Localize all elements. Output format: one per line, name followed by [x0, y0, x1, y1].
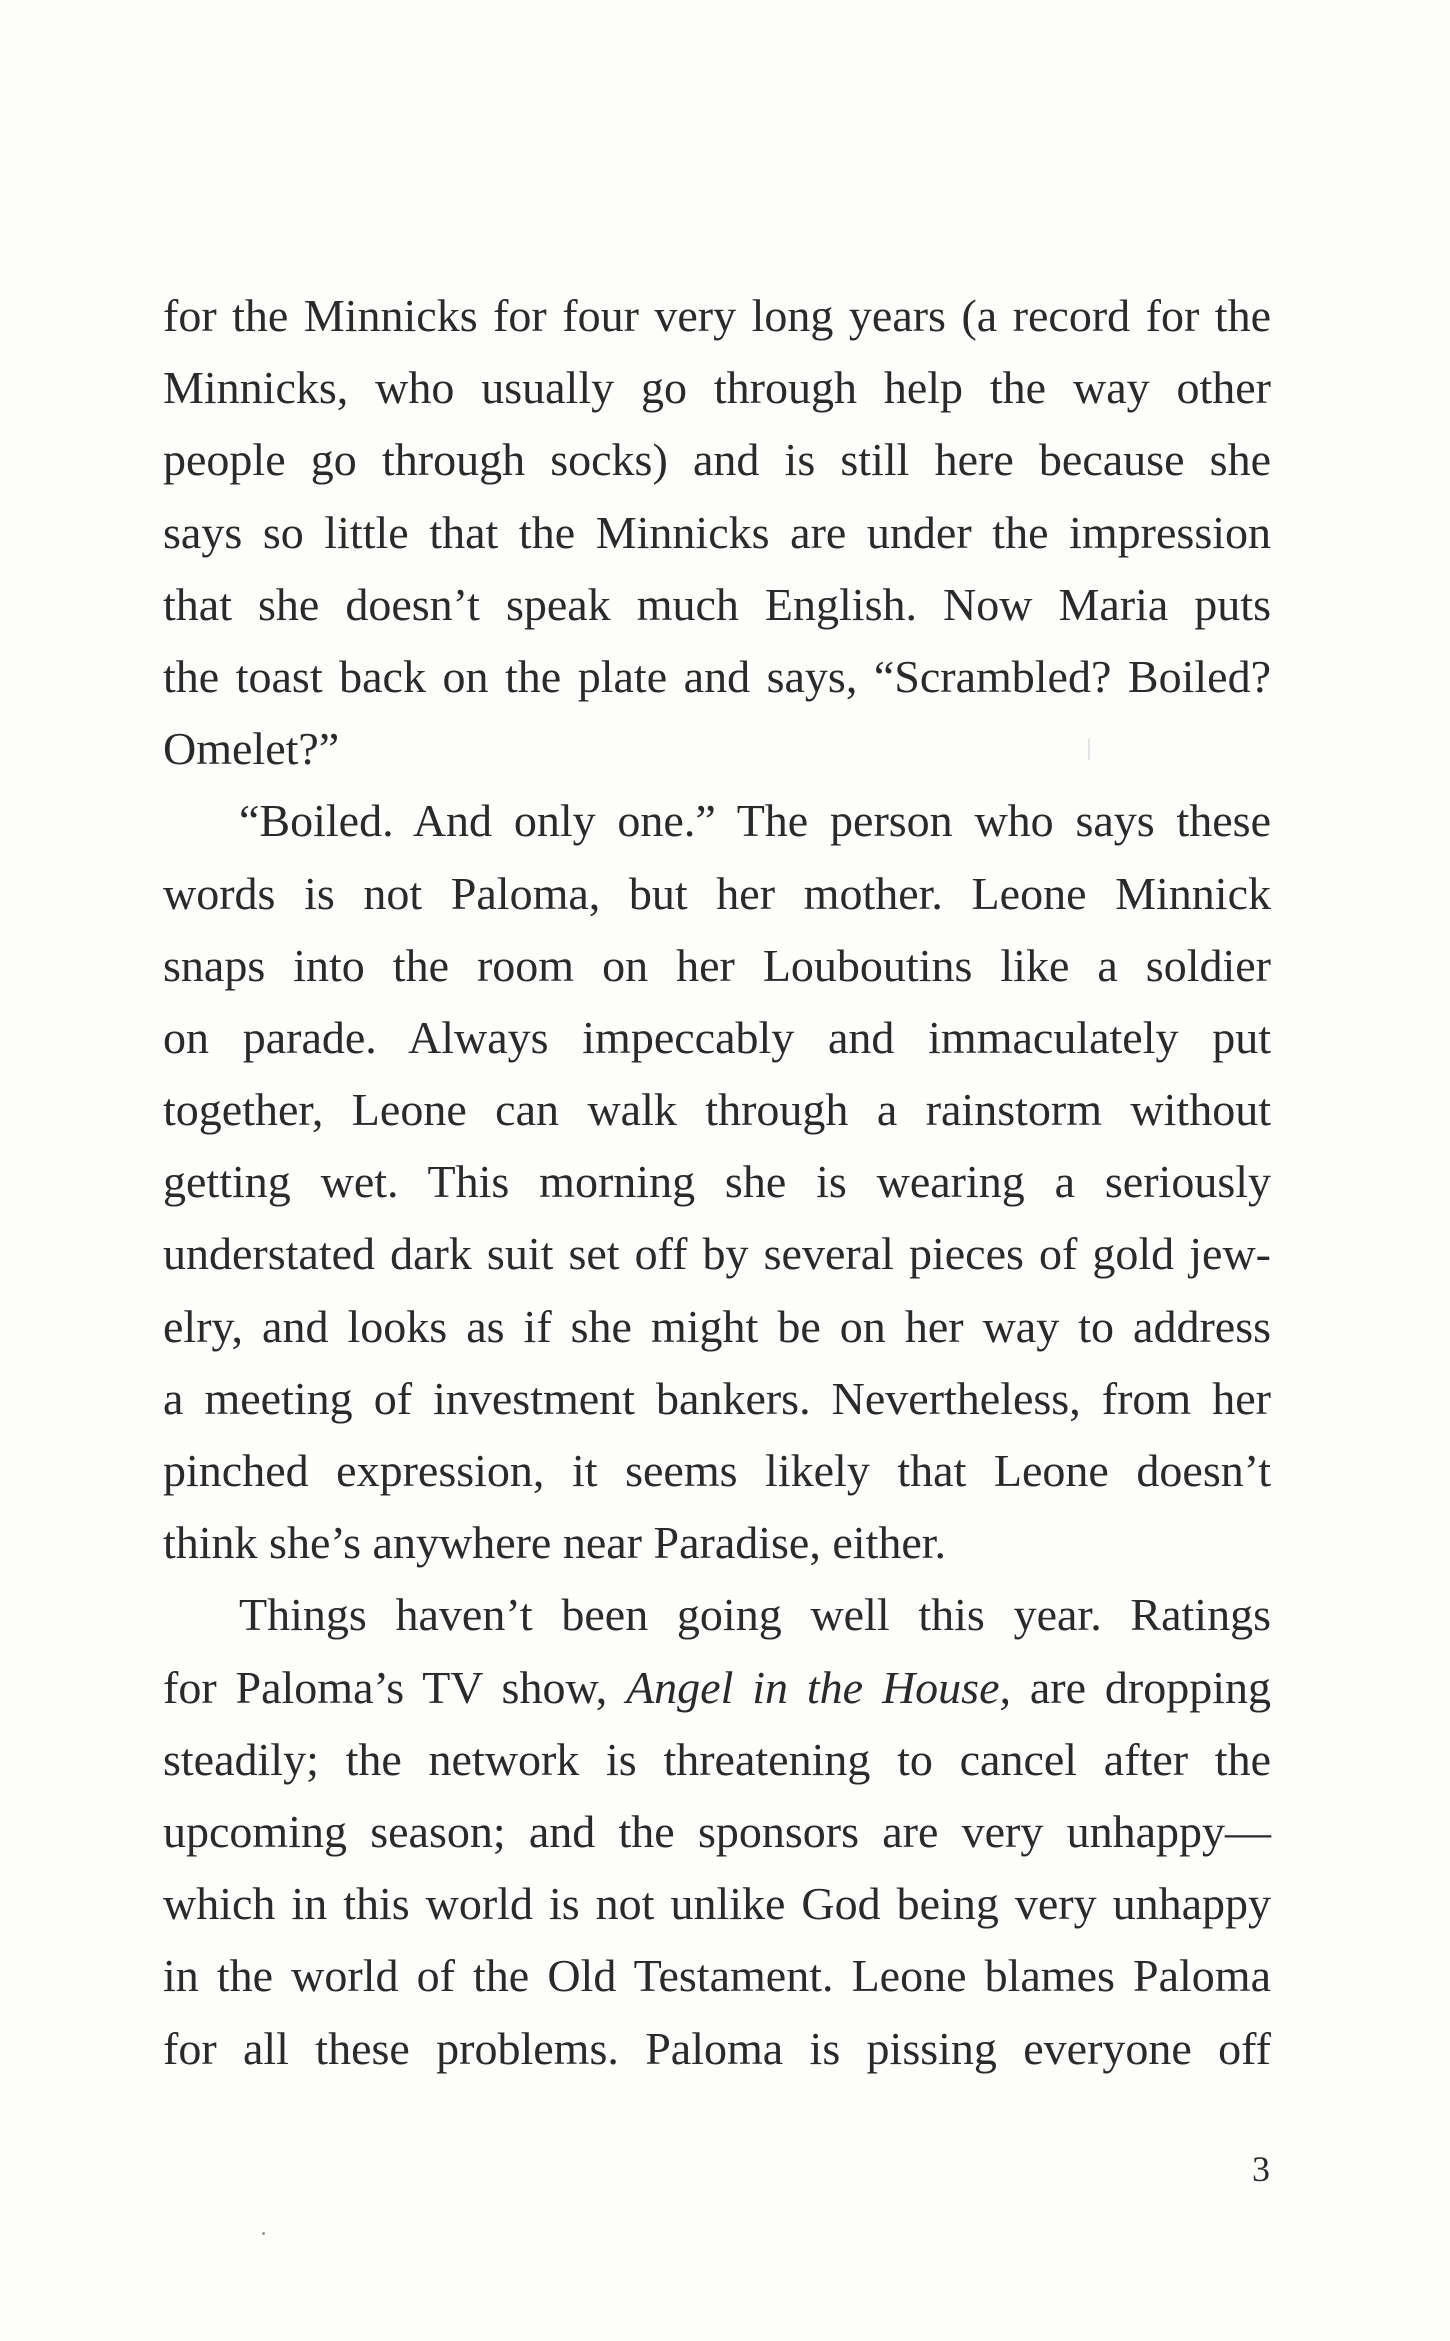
text-segment: for Paloma’s TV show, [163, 1661, 627, 1713]
text-line: on parade. Always impeccably and immaculately put [163, 1011, 1271, 1063]
text-line: words is not Paloma, but her mother. Leone Minnick [163, 867, 1271, 919]
text-line: getting wet. This morning she is wearing a seriously [163, 1156, 1271, 1208]
text-line: in the world of the Old Testament. Leone blames Paloma [163, 1950, 1271, 2002]
text-line: Minnicks, who usually go through help the way other [163, 362, 1271, 414]
scan-speck [262, 2232, 265, 2235]
text-line: a meeting of investment bankers. Nevertheless, from her [163, 1372, 1271, 1424]
text-line: which in this world is not unlike God being very unhappy [163, 1878, 1271, 1930]
text-line: understated dark suit set off by several pieces of gold jew- [163, 1228, 1271, 1280]
text-line: “Boiled. And only one.” The person who says these [239, 795, 1271, 847]
text-line: upcoming season; and the sponsors are very unhappy— [163, 1805, 1271, 1857]
show-title-italic: Angel in the House, [626, 1661, 1011, 1713]
text-line: people go through socks) and is still here because she [163, 434, 1271, 486]
body-text [163, 280, 1271, 2085]
text-line: for all these problems. Paloma is pissing everyone off [163, 2022, 1271, 2074]
text-line: the toast back on the plate and says, “Scrambled? Boiled? [163, 650, 1271, 702]
text-line [163, 1652, 1271, 1724]
page-number: 3 [1252, 2149, 1270, 2189]
scan-mark [1088, 738, 1090, 760]
text-segment: are dropping [1011, 1661, 1271, 1713]
text-line: steadily; the network is threatening to cancel after the [163, 1733, 1271, 1785]
text-line: pinched expression, it seems likely that Leone doesn’t [163, 1445, 1271, 1496]
text-line: snaps into the room on her Louboutins like a soldier [163, 939, 1271, 991]
text-line: that she doesn’t speak much English. Now Maria puts [163, 578, 1271, 630]
text-line: Things haven’t been going well this year. Ratings [239, 1589, 1271, 1641]
text-line: elry, and looks as if she might be on her way to address [163, 1300, 1271, 1352]
text-line: says so little that the Minnicks are under the impression [163, 506, 1271, 558]
text-line: together, Leone can walk through a rainstorm without [163, 1084, 1271, 1136]
text-line: for the Minnicks for four very long years (a record for the [163, 290, 1271, 341]
text-line: Omelet?” [163, 723, 340, 775]
text-line: think she’s anywhere near Paradise, either. [163, 1517, 947, 1569]
